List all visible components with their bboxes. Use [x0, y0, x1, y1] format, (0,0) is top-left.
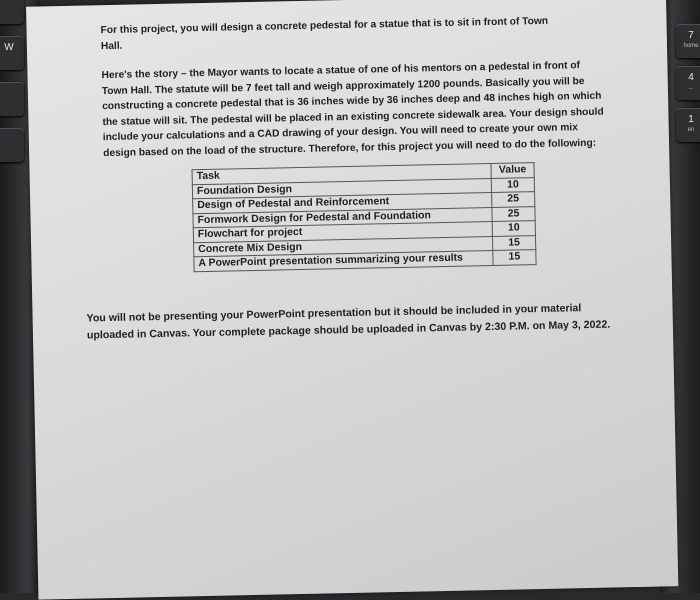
header-value: Value: [491, 163, 534, 178]
task-value-table: [192, 162, 537, 272]
value-cell: 10: [492, 221, 535, 236]
key-sublabel: ←: [688, 85, 694, 91]
key-sublabel: home: [683, 43, 699, 49]
keyboard-key-7: [676, 24, 700, 58]
task-cell: Flowchart for project: [193, 221, 492, 242]
key-label: 7: [688, 30, 694, 41]
closing-paragraph: You will not be presenting your PowerPoint presentation but it should be included in your material uploaded in Canvas. Your complete package should be uploaded in Canvas by 2:30 P.M. on May 3, 2022.: [86, 301, 611, 341]
task-cell: Concrete Mix Design: [194, 236, 493, 257]
task-cell: Formwork Design for Pedestal and Foundation: [193, 207, 492, 228]
value-cell: 15: [493, 250, 536, 265]
value-cell: 25: [492, 192, 535, 207]
task-cell: Foundation Design: [192, 178, 491, 199]
keyboard-key: [0, 0, 24, 24]
keyboard-key-4: [676, 66, 700, 100]
key-sublabel: en: [687, 127, 695, 133]
task-cell: Design of Pedestal and Reinforcement: [193, 192, 492, 213]
document-body: [86, 13, 611, 354]
key-label: 4: [688, 72, 694, 83]
keyboard-key-1: [676, 108, 700, 142]
paper-sheet: [26, 0, 678, 600]
value-cell: 25: [492, 206, 535, 221]
value-cell: 10: [491, 177, 534, 192]
task-cell: A PowerPoint presentation summarizing your results: [194, 250, 493, 271]
keyboard-key: [0, 82, 24, 116]
header-task: Task: [192, 164, 491, 185]
key-label: 1: [688, 114, 694, 125]
value-cell: 15: [492, 235, 535, 250]
keyboard-key-w: [0, 36, 24, 70]
story-paragraph: Here's the story – the Mayor wants to locate a statue of one of his mentors on a pedestal in front of Town Hall. The statute will be 7 feet tall and weigh approximately 1200 pounds. Basically you will be constructing a concrete pedestal that is 36 inches wide by 36 inches deep and 48 inches high on which the statue will sit. The pedestal will be placed in an existing concrete sidewalk area. Your design should include your calculations and a CAD drawing of your design. You will need to create your own mix design based on the load of the structure. Therefore, for this project you will need to do the following:: [101, 60, 604, 159]
keyboard-key: [0, 128, 24, 162]
intro-paragraph: For this project, you will design a concrete pedestal for a statue that is to sit in front of Town Hall.: [100, 15, 549, 52]
key-label: W: [4, 42, 14, 53]
